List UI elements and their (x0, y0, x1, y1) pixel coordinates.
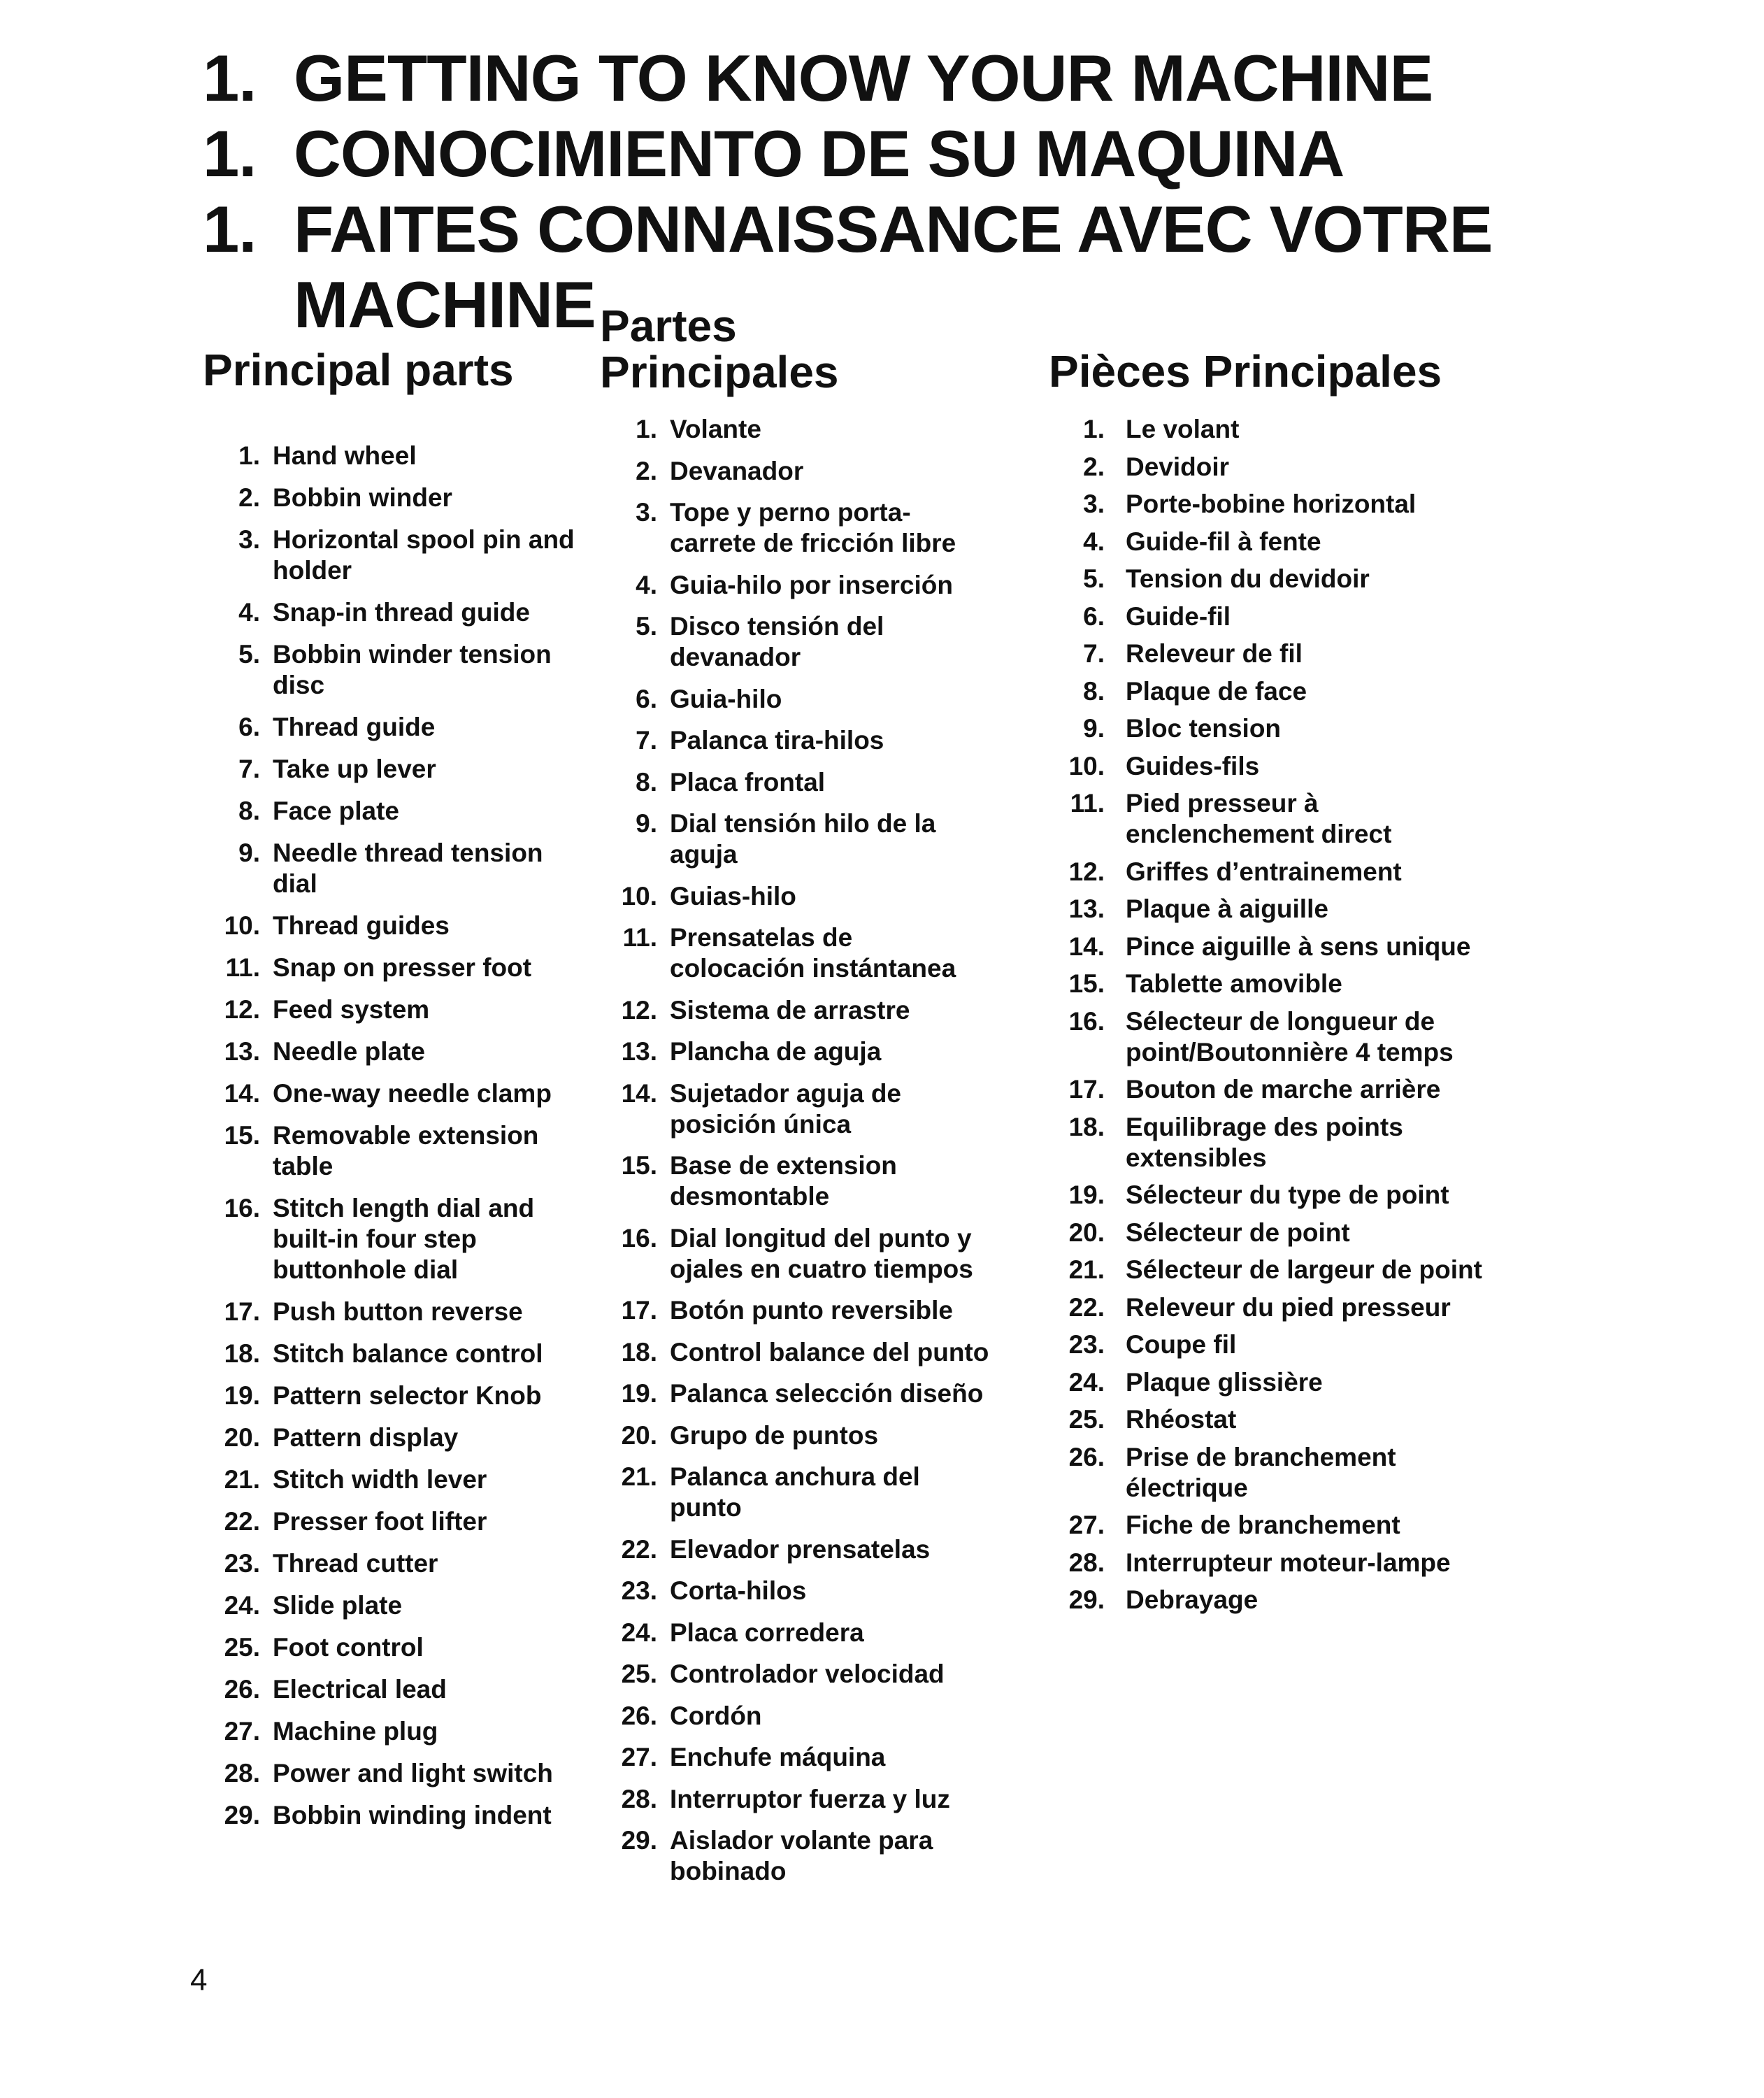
part-number: 24. (621, 1618, 657, 1647)
title-english (203, 41, 1706, 116)
part-name: Guia-hilo por inserción (670, 570, 953, 599)
part-name: Guias-hilo (670, 881, 796, 911)
part-number: 26. (224, 1675, 260, 1704)
part-name: Prise de branchement électrique (1126, 1442, 1396, 1502)
part-item (600, 1078, 991, 1140)
part-item (1049, 1404, 1510, 1435)
part-name: Snap-in thread guide (273, 598, 530, 627)
title-spanish (203, 116, 1706, 192)
part-name: One-way needle clamp (273, 1079, 552, 1108)
title-text: FAITES CONNAISSANCE AVEC VOTRE MACHINE (294, 192, 1493, 341)
part-name: Plaque de face (1126, 676, 1307, 706)
part-name: Slide plate (273, 1591, 403, 1620)
part-number: 18. (621, 1337, 657, 1366)
part-number: 22. (621, 1534, 657, 1564)
part-item (600, 611, 991, 673)
part-name: Interruptor fuerza y luz (670, 1784, 950, 1813)
spanish-heading: Partes Principales (600, 301, 839, 397)
part-item (203, 524, 594, 586)
part-number: 25. (224, 1633, 260, 1662)
part-item (600, 1223, 991, 1285)
part-name: Elevador prensatelas (670, 1534, 931, 1564)
part-name: Botón punto reversible (670, 1296, 953, 1325)
part-item (1049, 414, 1510, 445)
part-name: Stitch width lever (273, 1465, 487, 1494)
part-item (1049, 894, 1510, 925)
part-name: Devanador (670, 456, 804, 485)
part-number: 6. (238, 713, 260, 741)
part-item (1049, 969, 1510, 999)
part-number: 5. (1083, 564, 1105, 593)
part-name: Bobbin winding indent (273, 1801, 552, 1829)
part-item (600, 1825, 991, 1887)
part-item (203, 597, 594, 628)
part-item (203, 1674, 594, 1705)
part-item (600, 497, 991, 559)
part-number: 25. (621, 1660, 657, 1688)
part-item (203, 1464, 594, 1495)
part-number: 9. (636, 809, 657, 838)
part-number: 29. (621, 1826, 657, 1855)
part-number: 23. (621, 1576, 657, 1605)
part-name: Releveur du pied presseur (1126, 1292, 1451, 1322)
part-item (1049, 1255, 1510, 1285)
part-item (600, 570, 991, 601)
part-name: Thread cutter (273, 1549, 438, 1578)
part-number: 4. (1083, 527, 1105, 556)
part-number: 29. (224, 1801, 260, 1829)
spanish-parts-list (600, 414, 991, 1898)
part-name: Palanca tira-hilos (670, 726, 884, 755)
part-name: Plaque à aiguille (1126, 894, 1328, 923)
part-number: 19. (1068, 1180, 1105, 1209)
part-name: Fiche de branchement (1126, 1511, 1400, 1539)
part-number: 6. (1083, 601, 1105, 631)
french-heading: Pièces Principales (1049, 346, 1442, 397)
part-item (600, 725, 991, 756)
part-number: 9. (1083, 714, 1105, 743)
part-item (600, 1420, 991, 1451)
part-name: Power and light switch (273, 1759, 553, 1787)
part-number: 19. (224, 1381, 260, 1410)
part-name: Pied presseur à enclenchement direct (1126, 789, 1392, 848)
part-item (203, 994, 594, 1025)
part-name: Tope y perno porta-carrete de fricción libre (670, 498, 956, 557)
part-name: Sistema de arrastre (670, 995, 910, 1025)
part-name: Controlador velocidad (670, 1660, 945, 1688)
part-item (1049, 676, 1510, 707)
part-name: Guide-fil à fente (1126, 527, 1321, 556)
part-item (203, 911, 594, 941)
part-item (203, 1380, 594, 1411)
part-number: 15. (621, 1151, 657, 1180)
part-item (1049, 1548, 1510, 1578)
part-name: Guide-fil (1126, 601, 1231, 631)
part-item (600, 1618, 991, 1648)
part-name: Disco tensión del devanador (670, 612, 884, 671)
part-number: 25. (1068, 1405, 1105, 1434)
part-item (1049, 1367, 1510, 1398)
part-item (203, 1800, 594, 1831)
part-number: 23. (1068, 1330, 1105, 1359)
part-number: 27. (224, 1717, 260, 1746)
part-item (1049, 1112, 1510, 1173)
part-name: Sélecteur de point (1126, 1218, 1350, 1247)
part-name: Plancha de aguja (670, 1037, 882, 1066)
title-french (203, 192, 1706, 343)
part-item (1049, 857, 1510, 887)
part-number: 1. (238, 441, 260, 470)
part-item (1049, 1585, 1510, 1615)
title-number: 1. (203, 41, 257, 115)
part-name: Dial tensión hilo de la aguja (670, 809, 936, 869)
part-item (1049, 1074, 1510, 1105)
part-number: 24. (1068, 1367, 1105, 1397)
part-name: Equilibrage des points extensibles (1126, 1112, 1403, 1172)
part-number: 3. (636, 498, 657, 527)
page-number: 4 (190, 1963, 208, 1997)
part-name: Interrupteur moteur-lampe (1126, 1548, 1451, 1577)
part-number: 17. (621, 1296, 657, 1325)
title-number: 1. (203, 117, 257, 190)
english-heading: Principal parts (203, 345, 514, 395)
part-number: 12. (224, 995, 260, 1024)
part-item (203, 952, 594, 983)
part-number: 3. (1083, 490, 1105, 518)
part-name: Grupo de puntos (670, 1420, 879, 1450)
part-number: 20. (621, 1420, 657, 1450)
part-number: 9. (238, 839, 260, 867)
part-name: Aislador volante para bobinado (670, 1826, 933, 1885)
part-item (1049, 452, 1510, 483)
part-number: 10. (621, 881, 657, 911)
part-item (203, 1036, 594, 1067)
part-item (600, 808, 991, 870)
part-item (1049, 1510, 1510, 1541)
part-item (1049, 1442, 1510, 1504)
part-number: 11. (1070, 789, 1105, 818)
part-name: Bobbin winder tension disc (273, 640, 552, 699)
part-item (1049, 1329, 1510, 1360)
part-name: Presser foot lifter (273, 1507, 487, 1536)
part-number: 14. (1068, 932, 1105, 961)
part-number: 14. (224, 1079, 260, 1108)
part-name: Face plate (273, 797, 399, 825)
part-name: Volante (670, 415, 761, 443)
part-name: Bloc tension (1126, 714, 1282, 743)
part-name: Pince aiguille à sens unique (1126, 932, 1471, 961)
part-name: Feed system (273, 995, 430, 1024)
part-name: Rhéostat (1126, 1405, 1237, 1434)
part-name: Snap on presser foot (273, 953, 532, 982)
part-name: Tablette amovible (1126, 969, 1342, 998)
part-item (1049, 1218, 1510, 1248)
part-number: 21. (1068, 1255, 1105, 1284)
part-name: Guides-fils (1126, 751, 1260, 780)
part-item (600, 456, 991, 487)
title-text: GETTING TO KNOW YOUR MACHINE (294, 41, 1433, 115)
part-number: 18. (224, 1339, 260, 1368)
part-name: Placa corredera (670, 1618, 864, 1647)
part-number: 12. (1068, 857, 1105, 886)
part-number: 1. (636, 415, 657, 443)
part-name: Hand wheel (273, 441, 417, 470)
part-name: Bouton de marche arrière (1126, 1075, 1441, 1104)
part-item (1049, 527, 1510, 557)
part-item (600, 1036, 991, 1067)
part-name: Pattern display (273, 1423, 459, 1452)
part-item (600, 922, 991, 984)
part-name: Needle thread tension dial (273, 839, 543, 898)
title-number: 1. (203, 192, 257, 266)
part-number: 10. (224, 911, 260, 940)
part-name: Thread guides (273, 911, 450, 940)
part-number: 28. (224, 1759, 260, 1787)
part-item (203, 1120, 594, 1182)
part-item (1049, 751, 1510, 782)
part-name: Plaque glissière (1126, 1367, 1323, 1397)
part-number: 16. (1068, 1006, 1105, 1036)
part-number: 26. (1068, 1442, 1105, 1471)
part-number: 13. (224, 1037, 260, 1066)
part-item (600, 1576, 991, 1606)
part-item (203, 1078, 594, 1109)
part-item (203, 1506, 594, 1537)
part-name: Pattern selector Knob (273, 1381, 542, 1410)
part-item (203, 1193, 594, 1285)
part-name: Dial longitud del punto y ojales en cuatro tiempos (670, 1223, 973, 1283)
part-item (600, 767, 991, 798)
part-number: 29. (1068, 1585, 1105, 1614)
part-number: 17. (224, 1297, 260, 1326)
part-number: 28. (621, 1784, 657, 1813)
part-item (600, 881, 991, 912)
part-item (1049, 713, 1510, 744)
part-name: Debrayage (1126, 1585, 1259, 1614)
part-name: Coupe fil (1126, 1330, 1237, 1359)
part-item (203, 1548, 594, 1579)
part-item (203, 796, 594, 827)
part-number: 15. (1068, 969, 1105, 998)
part-number: 7. (636, 726, 657, 755)
part-number: 8. (1083, 676, 1105, 706)
part-number: 26. (621, 1701, 657, 1730)
part-item (600, 1295, 991, 1326)
part-item (1049, 1180, 1510, 1211)
part-item (600, 1337, 991, 1368)
part-name: Machine plug (273, 1717, 438, 1746)
part-number: 27. (621, 1743, 657, 1771)
part-name: Needle plate (273, 1037, 425, 1066)
part-name: Releveur de fil (1126, 639, 1303, 668)
part-item (1049, 932, 1510, 962)
part-number: 4. (636, 570, 657, 599)
part-number: 22. (224, 1507, 260, 1536)
part-item (203, 1632, 594, 1663)
part-number: 7. (1083, 639, 1105, 668)
part-name: Griffes d’entrainement (1126, 857, 1402, 886)
part-item (600, 995, 991, 1026)
part-name: Stitch balance control (273, 1339, 543, 1368)
part-number: 8. (238, 797, 260, 825)
part-number: 14. (621, 1078, 657, 1108)
part-item (203, 1422, 594, 1453)
part-number: 11. (622, 923, 657, 952)
part-name: Sélecteur de largeur de point (1126, 1255, 1482, 1284)
part-name: Sujetador aguja de posición única (670, 1078, 902, 1139)
part-item (600, 1742, 991, 1773)
part-item (203, 639, 594, 701)
part-item (600, 1150, 991, 1212)
part-name: Le volant (1126, 415, 1240, 443)
part-item (600, 1462, 991, 1523)
part-item (1049, 1006, 1510, 1068)
part-name: Bobbin winder (273, 483, 452, 512)
part-item (600, 1784, 991, 1815)
part-number: 16. (224, 1194, 260, 1222)
part-number: 20. (1068, 1218, 1105, 1247)
part-number: 4. (238, 598, 260, 627)
part-number: 18. (1068, 1112, 1105, 1141)
part-number: 28. (1068, 1548, 1105, 1577)
part-name: Base de extension desmontable (670, 1151, 897, 1211)
part-item (600, 1534, 991, 1565)
part-name: Sélecteur de longueur de point/Boutonnière 4 temps (1126, 1006, 1454, 1066)
part-name: Control balance del punto (670, 1337, 989, 1366)
english-parts-list (203, 441, 594, 1842)
part-name: Thread guide (273, 713, 436, 741)
part-name: Sélecteur du type de point (1126, 1180, 1449, 1209)
part-name: Cordón (670, 1701, 762, 1730)
part-item (203, 838, 594, 899)
part-name: Enchufe máquina (670, 1743, 886, 1771)
part-number: 5. (636, 612, 657, 641)
part-number: 21. (621, 1462, 657, 1491)
part-name: Placa frontal (670, 767, 826, 797)
part-number: 5. (238, 640, 260, 669)
part-item (203, 1758, 594, 1789)
part-name: Stitch length dial and built-in four step buttonhole dial (273, 1194, 535, 1284)
part-item (203, 712, 594, 743)
part-name: Take up lever (273, 755, 436, 783)
part-number: 19. (621, 1379, 657, 1408)
part-number: 15. (224, 1121, 260, 1150)
part-number: 21. (224, 1465, 260, 1494)
part-number: 11. (225, 953, 260, 982)
part-name: Guia-hilo (670, 684, 782, 713)
part-number: 13. (621, 1037, 657, 1066)
part-number: 2. (636, 456, 657, 485)
part-number: 24. (224, 1591, 260, 1620)
part-name: Push button reverse (273, 1297, 523, 1326)
part-number: 17. (1068, 1075, 1105, 1104)
part-number: 3. (238, 525, 260, 554)
part-number: 27. (1068, 1511, 1105, 1539)
part-item (600, 684, 991, 715)
part-number: 13. (1068, 894, 1105, 923)
part-number: 20. (224, 1423, 260, 1452)
part-item (600, 1378, 991, 1409)
part-name: Foot control (273, 1633, 424, 1662)
part-item (1049, 1292, 1510, 1323)
part-item (203, 1590, 594, 1621)
part-name: Devidoir (1126, 452, 1230, 481)
part-item (203, 483, 594, 513)
part-number: 2. (238, 483, 260, 512)
part-item (600, 1659, 991, 1690)
part-item (600, 414, 991, 445)
part-item (1049, 601, 1510, 632)
part-name: Tension du devidoir (1126, 564, 1370, 593)
part-name: Palanca selección diseño (670, 1379, 984, 1408)
part-number: 23. (224, 1549, 260, 1578)
part-item (203, 441, 594, 471)
part-item (1049, 489, 1510, 520)
part-item (600, 1701, 991, 1732)
part-number: 6. (636, 684, 657, 713)
part-name: Removable extension table (273, 1121, 539, 1180)
part-item (203, 1716, 594, 1747)
part-name: Horizontal spool pin and holder (273, 525, 575, 585)
title-text: CONOCIMIENTO DE SU MAQUINA (294, 117, 1344, 190)
part-number: 8. (636, 767, 657, 797)
part-number: 10. (1068, 751, 1105, 780)
part-number: 1. (1083, 415, 1105, 443)
part-number: 22. (1068, 1292, 1105, 1322)
part-item (203, 1339, 594, 1369)
part-item (203, 1297, 594, 1327)
part-number: 12. (621, 995, 657, 1025)
part-item (203, 754, 594, 785)
part-name: Palanca anchura del punto (670, 1462, 920, 1522)
part-number: 16. (621, 1223, 657, 1253)
part-name: Electrical lead (273, 1675, 447, 1704)
part-number: 7. (238, 755, 260, 783)
part-name: Prensatelas de colocación instántanea (670, 923, 956, 983)
part-name: Corta-hilos (670, 1576, 807, 1605)
french-parts-list (1049, 414, 1510, 1622)
part-item (1049, 638, 1510, 669)
part-number: 2. (1083, 452, 1105, 481)
part-name: Porte-bobine horizontal (1126, 490, 1417, 518)
part-item (1049, 788, 1510, 850)
part-item (1049, 564, 1510, 594)
page-titles (203, 41, 1706, 343)
